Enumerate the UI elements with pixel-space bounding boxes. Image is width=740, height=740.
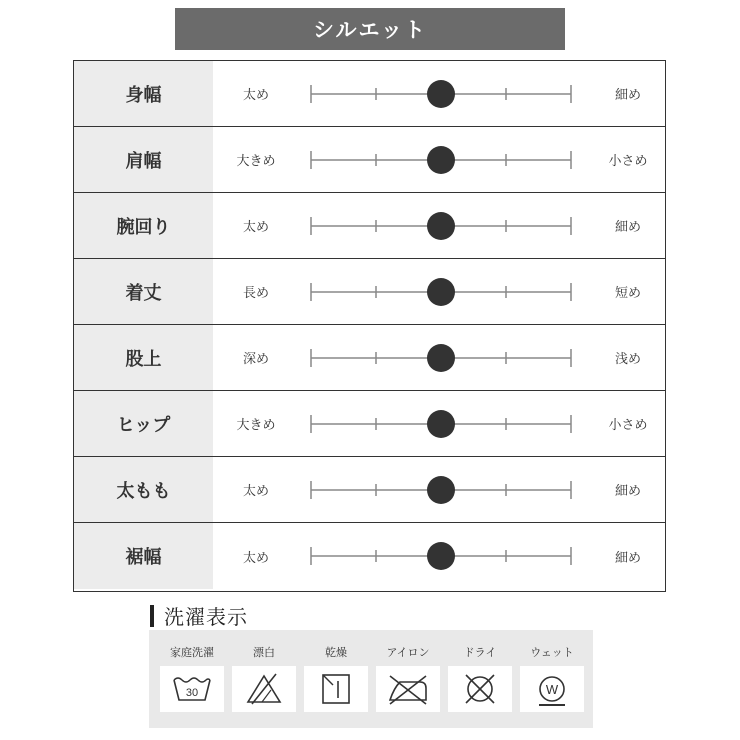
wash-symbol-label: アイロン [386, 646, 430, 659]
wash-symbol-iron [375, 630, 441, 728]
iron-prohibited-icon [376, 666, 440, 712]
wash-symbol-label: 家庭洗濯 [170, 646, 214, 659]
wash-symbol-bleach [231, 630, 297, 728]
scale-marker [427, 410, 455, 438]
silhouette-row [74, 325, 665, 391]
wash-symbol-drying [303, 630, 369, 728]
row-label: 裾幅 [74, 523, 213, 589]
right-scale-label: 浅め [614, 352, 641, 367]
row-label: ヒップ [74, 391, 213, 456]
scale-slider [304, 76, 580, 112]
left-scale-label: 大きめ [236, 418, 276, 433]
left-scale-label: 太め [242, 550, 269, 566]
scale-slider [304, 406, 580, 442]
line-dry-shade-icon [304, 666, 368, 712]
left-scale-label: 深め [242, 352, 269, 367]
scale-marker [427, 146, 455, 174]
silhouette-row [74, 391, 665, 457]
silhouette-row [74, 127, 665, 193]
left-scale-label: 太め [242, 484, 269, 499]
bleach-prohibited-icon [232, 666, 296, 712]
scale-marker [427, 80, 455, 108]
scale-marker [427, 344, 455, 372]
silhouette-row [74, 523, 665, 589]
washing-section-title [150, 601, 248, 630]
left-scale-label: 長め [242, 286, 269, 301]
scale-slider [304, 208, 580, 244]
right-scale-label: 短め [614, 286, 641, 301]
row-label: 腕回り [74, 193, 213, 258]
scale-marker [427, 542, 455, 570]
row-label: 股上 [74, 325, 213, 390]
scale-slider [304, 538, 580, 574]
wash-temperature-text: 30 [185, 687, 199, 699]
wet-clean-letter: W [545, 682, 559, 697]
scale-slider [304, 340, 580, 376]
scale-slider [304, 274, 580, 310]
row-label: 着丈 [74, 259, 213, 324]
wet-clean-underline [539, 704, 565, 706]
washing-title-text: 洗濯表示 [164, 605, 248, 629]
scale-slider [304, 142, 580, 178]
silhouette-row [74, 193, 665, 259]
silhouette-row [74, 457, 665, 523]
wash-symbol-dry-clean [447, 630, 513, 728]
right-scale-label: 細め [614, 484, 641, 499]
silhouette-title [175, 8, 565, 50]
scale-marker [427, 476, 455, 504]
silhouette-table [73, 60, 666, 592]
wash-symbol-label: 乾燥 [325, 646, 347, 659]
row-label: 身幅 [74, 61, 213, 126]
scale-marker [427, 212, 455, 240]
left-scale-label: 大きめ [236, 154, 276, 169]
left-scale-label: 太め [242, 88, 269, 103]
silhouette-title-text: シルエット [312, 18, 428, 42]
wash-symbol-label: ウェット [530, 646, 574, 659]
dry-clean-prohibited-icon [448, 666, 512, 712]
right-scale-label: 細め [614, 220, 641, 235]
silhouette-row [74, 61, 665, 127]
scale-marker [427, 278, 455, 306]
scale-slider [304, 472, 580, 508]
title-marker [150, 605, 154, 627]
right-scale-label: 小さめ [608, 154, 648, 169]
washing-symbols-panel [149, 630, 593, 728]
silhouette-row [74, 259, 665, 325]
row-label: 太もも [74, 457, 213, 522]
wash-symbol-label: ドライ [463, 646, 497, 659]
right-scale-label: 小さめ [608, 418, 648, 433]
row-label: 肩幅 [74, 127, 213, 192]
wash-tub-30-icon [160, 666, 224, 712]
wet-clean-icon [520, 666, 584, 712]
wash-symbol-label: 漂白 [253, 646, 275, 659]
wash-symbol-home-wash [159, 630, 225, 728]
right-scale-label: 細め [614, 550, 641, 566]
right-scale-label: 細め [614, 88, 641, 103]
left-scale-label: 太め [242, 220, 269, 235]
wash-symbol-wet-clean [519, 630, 585, 728]
